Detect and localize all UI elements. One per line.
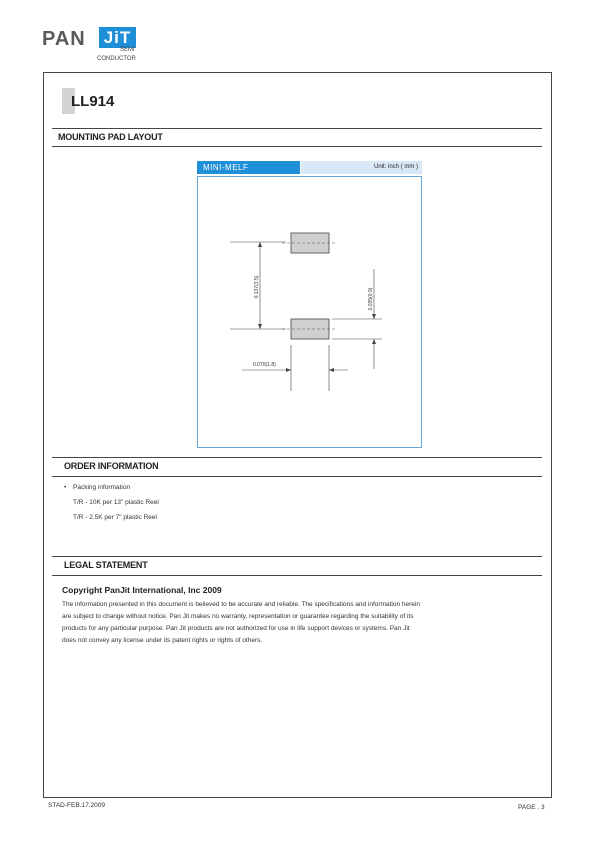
order-info-heading: ORDER INFORMATION — [64, 461, 159, 471]
part-number-title: LL914 — [71, 93, 115, 110]
packing-item-13inch: T/R - 10K per 13" plastic Reel — [73, 499, 159, 506]
legal-line: The information presented in this document is believed to be accurate and reliable. The specifications and information herein — [62, 601, 420, 608]
page-number: PAGE . 3 — [518, 804, 545, 811]
logo-wordmark-jit: JiT — [99, 27, 136, 48]
legal-line: products for any particular purpose. Pan Jit products are not authorized for use in life support devices or systems. Pan Jit — [62, 625, 410, 632]
packing-item-7inch: T/R - 2.5K per 7" plastic Reel — [73, 514, 157, 521]
packing-info-label: Packing information — [73, 484, 131, 491]
package-label-bar — [197, 161, 300, 174]
order-rule-top — [52, 457, 542, 458]
packing-bullet: • — [64, 484, 67, 491]
section-rule-bottom — [52, 146, 542, 147]
mounting-pad-heading: MOUNTING PAD LAYOUT — [58, 132, 163, 142]
legal-heading: LEGAL STATEMENT — [64, 560, 148, 570]
package-name: MINI-MELF — [203, 163, 249, 172]
arrow-pitch-top — [258, 242, 262, 247]
dim-label-pitch: 0.137(3.5) — [254, 275, 260, 299]
document-code: STAD-FEB.17.2009 — [48, 802, 105, 809]
legal-paragraph — [62, 599, 522, 647]
logo-tagline-semi: SEMI — [120, 47, 135, 53]
logo-tagline-conductor: CONDUCTOR — [97, 56, 136, 62]
legal-line: are subject to change without notice. Pan Jit makes no warranty, representation or guarantee regarding the suitability of its — [62, 613, 414, 620]
pad-layout-figure — [197, 176, 422, 448]
company-logo — [42, 26, 162, 66]
pad-layout-drawing — [198, 177, 423, 449]
legal-rule-bottom — [52, 575, 542, 576]
order-rule-bottom — [52, 476, 542, 477]
logo-wordmark-pan: PAN — [42, 28, 86, 50]
unit-label-bar — [301, 161, 422, 174]
legal-line: does not convey any license under its patent rights or rights of others. — [62, 637, 263, 644]
arrow-pitch-bottom — [258, 324, 262, 329]
copyright-line: Copyright PanJit International, Inc 2009 — [62, 585, 222, 595]
dim-label-pad-height: 0.035(0.9) — [368, 287, 374, 311]
section-rule-top — [52, 128, 542, 129]
arrow-width-right — [329, 368, 334, 372]
dim-label-pad-width: 0.070(1.8) — [253, 362, 276, 368]
unit-label: Unit: inch ( mm ) — [373, 164, 418, 170]
arrow-height-bottom — [372, 339, 376, 344]
arrow-width-left — [286, 368, 291, 372]
legal-rule-top — [52, 556, 542, 557]
arrow-height-top — [372, 314, 376, 319]
